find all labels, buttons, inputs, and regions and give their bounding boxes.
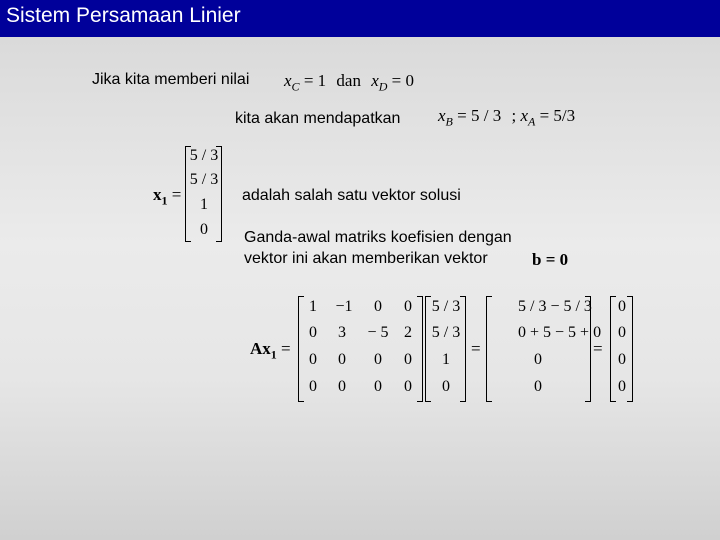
zero-vector-cell: 0 xyxy=(618,378,626,395)
xb-xa-values: $x_B = 5 / 3$ ; $x_A = 5/3$ xyxy=(438,106,576,129)
title-bar xyxy=(0,0,720,37)
matrix-a-cell: 0 xyxy=(404,378,412,395)
solution-text: adalah salah satu vektor solusi xyxy=(242,187,461,204)
matrix-a-cell: 0 xyxy=(309,378,317,395)
vector-x1-cell: 1 xyxy=(442,351,450,368)
matrix-a-cell: 0 xyxy=(374,298,382,315)
sum-vector-cell: 0 xyxy=(534,351,542,368)
x1-label: $x_1$ = xyxy=(153,185,182,208)
x1-entry: 1 xyxy=(200,196,208,213)
slide-title: Sistem Persamaan Linier xyxy=(6,4,241,27)
zero-vector-cell: 0 xyxy=(618,351,626,368)
sum-vector-cell: 0 xyxy=(534,378,542,395)
matrix-a-cell: 0 xyxy=(374,378,382,395)
zero-vector-cell: 0 xyxy=(618,298,626,315)
matrix-a-cell: 0 xyxy=(309,351,317,368)
matrix-a-cell: 0 xyxy=(338,378,346,395)
ax1-label: $Ax_1$ = xyxy=(250,339,291,362)
sum-vector-bracket-left xyxy=(486,296,492,402)
matrix-a-cell: −1 xyxy=(335,298,353,315)
matrix-a-cell: 0 xyxy=(309,324,317,341)
zero-vector-cell: 0 xyxy=(618,324,626,341)
xc-equals-1: $x_C = 1$ dan $x_D = 0$ xyxy=(284,71,415,94)
sum-vector-cell: 5 / 3 − 5 / 3 xyxy=(518,298,592,315)
matrix-a-cell: 3 xyxy=(338,324,346,341)
matrix-a-cell: 1 xyxy=(309,298,317,315)
x1-entry: 0 xyxy=(200,221,208,238)
matrix-a-cell: 0 xyxy=(404,298,412,315)
multiply-text-line1: Ganda-awal matriks koefisien dengan xyxy=(244,229,512,246)
x1-entry: 5 / 3 xyxy=(189,171,219,188)
x1-entry: 5 / 3 xyxy=(189,147,219,164)
equals-sign: = xyxy=(471,339,481,358)
vector-x1-cell: 5 / 3 xyxy=(431,324,461,341)
matrix-a-cell: 0 xyxy=(338,351,346,368)
result-text: kita akan mendapatkan xyxy=(235,110,401,127)
matrix-a-cell: 2 xyxy=(404,324,412,341)
equals-sign: = xyxy=(593,339,603,358)
intro-text: Jika kita memberi nilai xyxy=(92,71,250,88)
sum-vector-cell: 0 + 5 − 5 + 0 xyxy=(518,324,602,341)
b-equals-zero: b = 0 xyxy=(532,250,569,269)
multiply-text-line2: vektor ini akan memberikan vektor xyxy=(244,250,488,267)
vector-x1-cell: 5 / 3 xyxy=(431,298,461,315)
matrix-a-cell: 0 xyxy=(404,351,412,368)
dan-word: dan xyxy=(336,71,361,90)
vector-x1-cell: 0 xyxy=(442,378,450,395)
matrix-a-cell: 0 xyxy=(374,351,382,368)
matrix-a-cell: − 5 xyxy=(367,324,389,341)
